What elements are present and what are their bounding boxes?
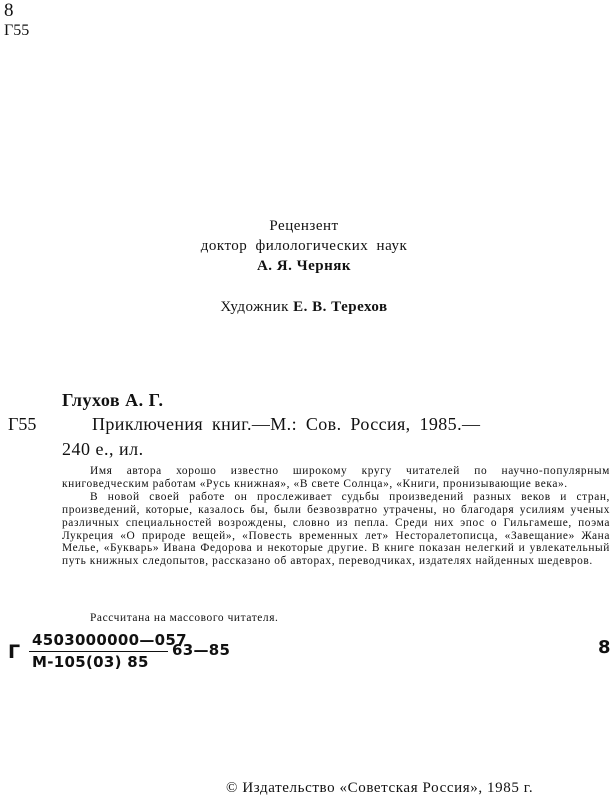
reviewer-name: А. Я. Черняк — [256, 258, 352, 274]
author-sign-code: Г55 — [4, 22, 30, 39]
index-suffix: 63—85 — [172, 641, 231, 659]
annotation-paragraph: Имя автора хорошо известно широкому кругу читателей по научно-популярным книговедческим работам «Русь книжная», «В свете Солнца», «Книги, пронизывающие века». — [62, 465, 610, 490]
reviewer-label: Рецензент — [269, 218, 339, 234]
book-title-line: Приключения книг.—М.: Сов. Россия, 1985.— — [92, 414, 481, 434]
author-name: Глухов А. Г. — [62, 390, 164, 410]
pages-line: 240 е., ил. — [62, 439, 144, 459]
artist-line — [0, 299, 608, 316]
annotation-paragraph: В новой своей работе он прослеживает судьбы произведений разных веков и стран, произведений, которые, казалось бы, были безвозвратно утрачены, но благодаря усилиям ученых различных специальностей возрождены, словно из пепла. Среди них эпос о Гильгамеше, поэма Лукреция «О природе вещей», «Повесть временных лет» Несторалетописца, «Завещание» Жана Мелье, «Букварь» Ивана Федорова и некоторые другие. В книге показан нелегкий и увлекательный путь книжных следопытов, рассказано об авторах, переводчиках, издателях найденных шедевров. — [62, 490, 610, 568]
audience-note: Рассчитана на массового читателя. — [90, 612, 279, 624]
reviewer-title: доктор филологических наук — [200, 238, 408, 254]
bbk-number: 8 — [4, 0, 14, 21]
copyright-line: © Издательство «Советская Россия», 1985 г. — [226, 780, 534, 796]
annotation — [62, 465, 610, 568]
artist-label: Художник — [220, 299, 289, 315]
artist-name: Е. В. Терехов — [293, 299, 388, 315]
index-denominator: М-105(03) 85 — [32, 653, 149, 671]
classification-number: 8 — [598, 637, 611, 658]
side-code: Г55 — [8, 414, 37, 434]
index-numerator: 4503000000—057 — [32, 631, 187, 649]
index-letter: Г — [8, 641, 21, 663]
index-fraction-line — [29, 651, 168, 652]
